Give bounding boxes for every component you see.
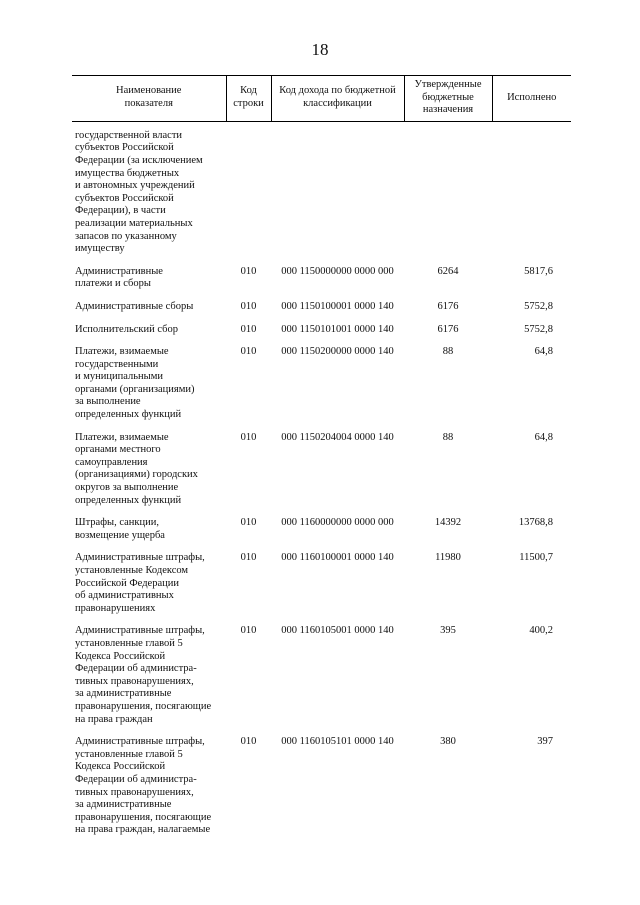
- row-executed: 13768,8: [518, 517, 553, 529]
- header-executed: Исполнено: [492, 76, 571, 122]
- row-classification-code: 000 1160100001 0000 140: [281, 552, 394, 564]
- row-code: 010: [240, 300, 257, 312]
- row-executed: 400,2: [529, 625, 553, 637]
- table-row: [72, 266, 571, 301]
- row-approved: 11980: [435, 552, 461, 564]
- header-budget-classification-code: Код дохода по бюджетной классификации: [271, 76, 404, 122]
- table-row: [72, 432, 571, 518]
- row-code: 010: [240, 323, 257, 335]
- row-executed: 397: [537, 736, 553, 748]
- header-line-code: Код строки: [226, 76, 271, 122]
- row-name: Административные платежи и сборы: [75, 265, 163, 290]
- row-name: Административные сборы: [75, 300, 194, 312]
- row-executed: [492, 121, 571, 265]
- table-row: [72, 346, 571, 432]
- row-code: 010: [240, 431, 257, 443]
- row-approved: 6176: [437, 323, 459, 335]
- row-code: 010: [240, 552, 257, 564]
- row-classification-code: 000 1150100001 0000 140: [281, 300, 394, 312]
- row-executed: 5752,8: [524, 323, 553, 335]
- row-code: 010: [240, 346, 257, 358]
- row-approved: [404, 121, 492, 265]
- row-executed: 64,8: [534, 346, 553, 358]
- row-code: 010: [240, 736, 257, 748]
- table-row: [72, 121, 571, 265]
- table-header-row: [72, 76, 571, 122]
- row-classification-code: 000 1150101001 0000 140: [281, 323, 394, 335]
- row-classification-code: 000 1160105001 0000 140: [281, 625, 394, 637]
- table-row: [72, 625, 571, 736]
- row-classification-code: 000 1160105101 0000 140: [281, 736, 394, 748]
- row-approved: 88: [442, 346, 454, 358]
- row-name: Исполнительский сбор: [75, 323, 178, 335]
- page-number: 18: [311, 40, 329, 59]
- header-indicator-name: Наименование показателя: [72, 76, 226, 122]
- row-classification-code: 000 1150200000 0000 140: [281, 346, 394, 358]
- table-row: [72, 736, 571, 847]
- row-name: Административные штрафы, установленные главой 5 Кодекса Российской Федерации об администра- тивных правонарушениях, за административные правонарушения, посягающие на права граждан: [75, 625, 212, 725]
- row-code: [226, 121, 271, 265]
- table-row: [72, 517, 571, 552]
- row-name: Платежи, взимаемые органами местного самоуправления (организациями) городских округов за выполнение определенных функций: [75, 431, 198, 506]
- row-approved: 14392: [434, 517, 462, 529]
- row-code: 010: [240, 517, 257, 529]
- row-classification-code: 000 1150000000 0000 000: [281, 265, 394, 277]
- row-classification-code: 000 1160000000 0000 000: [281, 517, 394, 529]
- row-code: 010: [240, 265, 257, 277]
- row-name: государственной власти субъектов Российской Федерации (за исключением имущества бюджетных и автономных учреждений субъектов Российской Федерации), в части реализации материальных запасов по указанному имуществу: [75, 129, 203, 255]
- row-approved: 6176: [437, 300, 459, 312]
- row-approved: 6264: [437, 265, 459, 277]
- row-name: Штрафы, санкции, возмещение ущерба: [75, 517, 165, 541]
- row-executed: 64,8: [534, 431, 553, 443]
- row-name: Административные штрафы, установленные главой 5 Кодекса Российской Федерации об администра- тивных правонарушениях, за административные правонарушения, посягающие на права граждан, налагаемые: [75, 736, 212, 836]
- row-name: Платежи, взимаемые государственными и муниципальными органами (организациями) за выполнение определенных функций: [75, 346, 195, 421]
- row-approved: 395: [440, 625, 456, 637]
- row-approved: 380: [440, 736, 456, 748]
- row-executed: 5817,6: [524, 265, 553, 277]
- header-approved-budget: Утвержденные бюджетные назначения: [404, 76, 492, 122]
- row-executed: 5752,8: [524, 300, 553, 312]
- row-classification-code: [271, 121, 404, 265]
- row-code: 010: [240, 625, 257, 637]
- row-name: Административные штрафы, установленные Кодексом Российской Федерации об административных правонарушениях: [75, 552, 205, 614]
- table-row: [72, 324, 571, 347]
- budget-execution-table: [72, 75, 571, 847]
- row-executed: 11500,7: [519, 552, 553, 564]
- table-row: [72, 552, 571, 625]
- table-row: [72, 301, 571, 324]
- row-classification-code: 000 1150204004 0000 140: [281, 431, 394, 443]
- row-approved: 88: [442, 431, 454, 443]
